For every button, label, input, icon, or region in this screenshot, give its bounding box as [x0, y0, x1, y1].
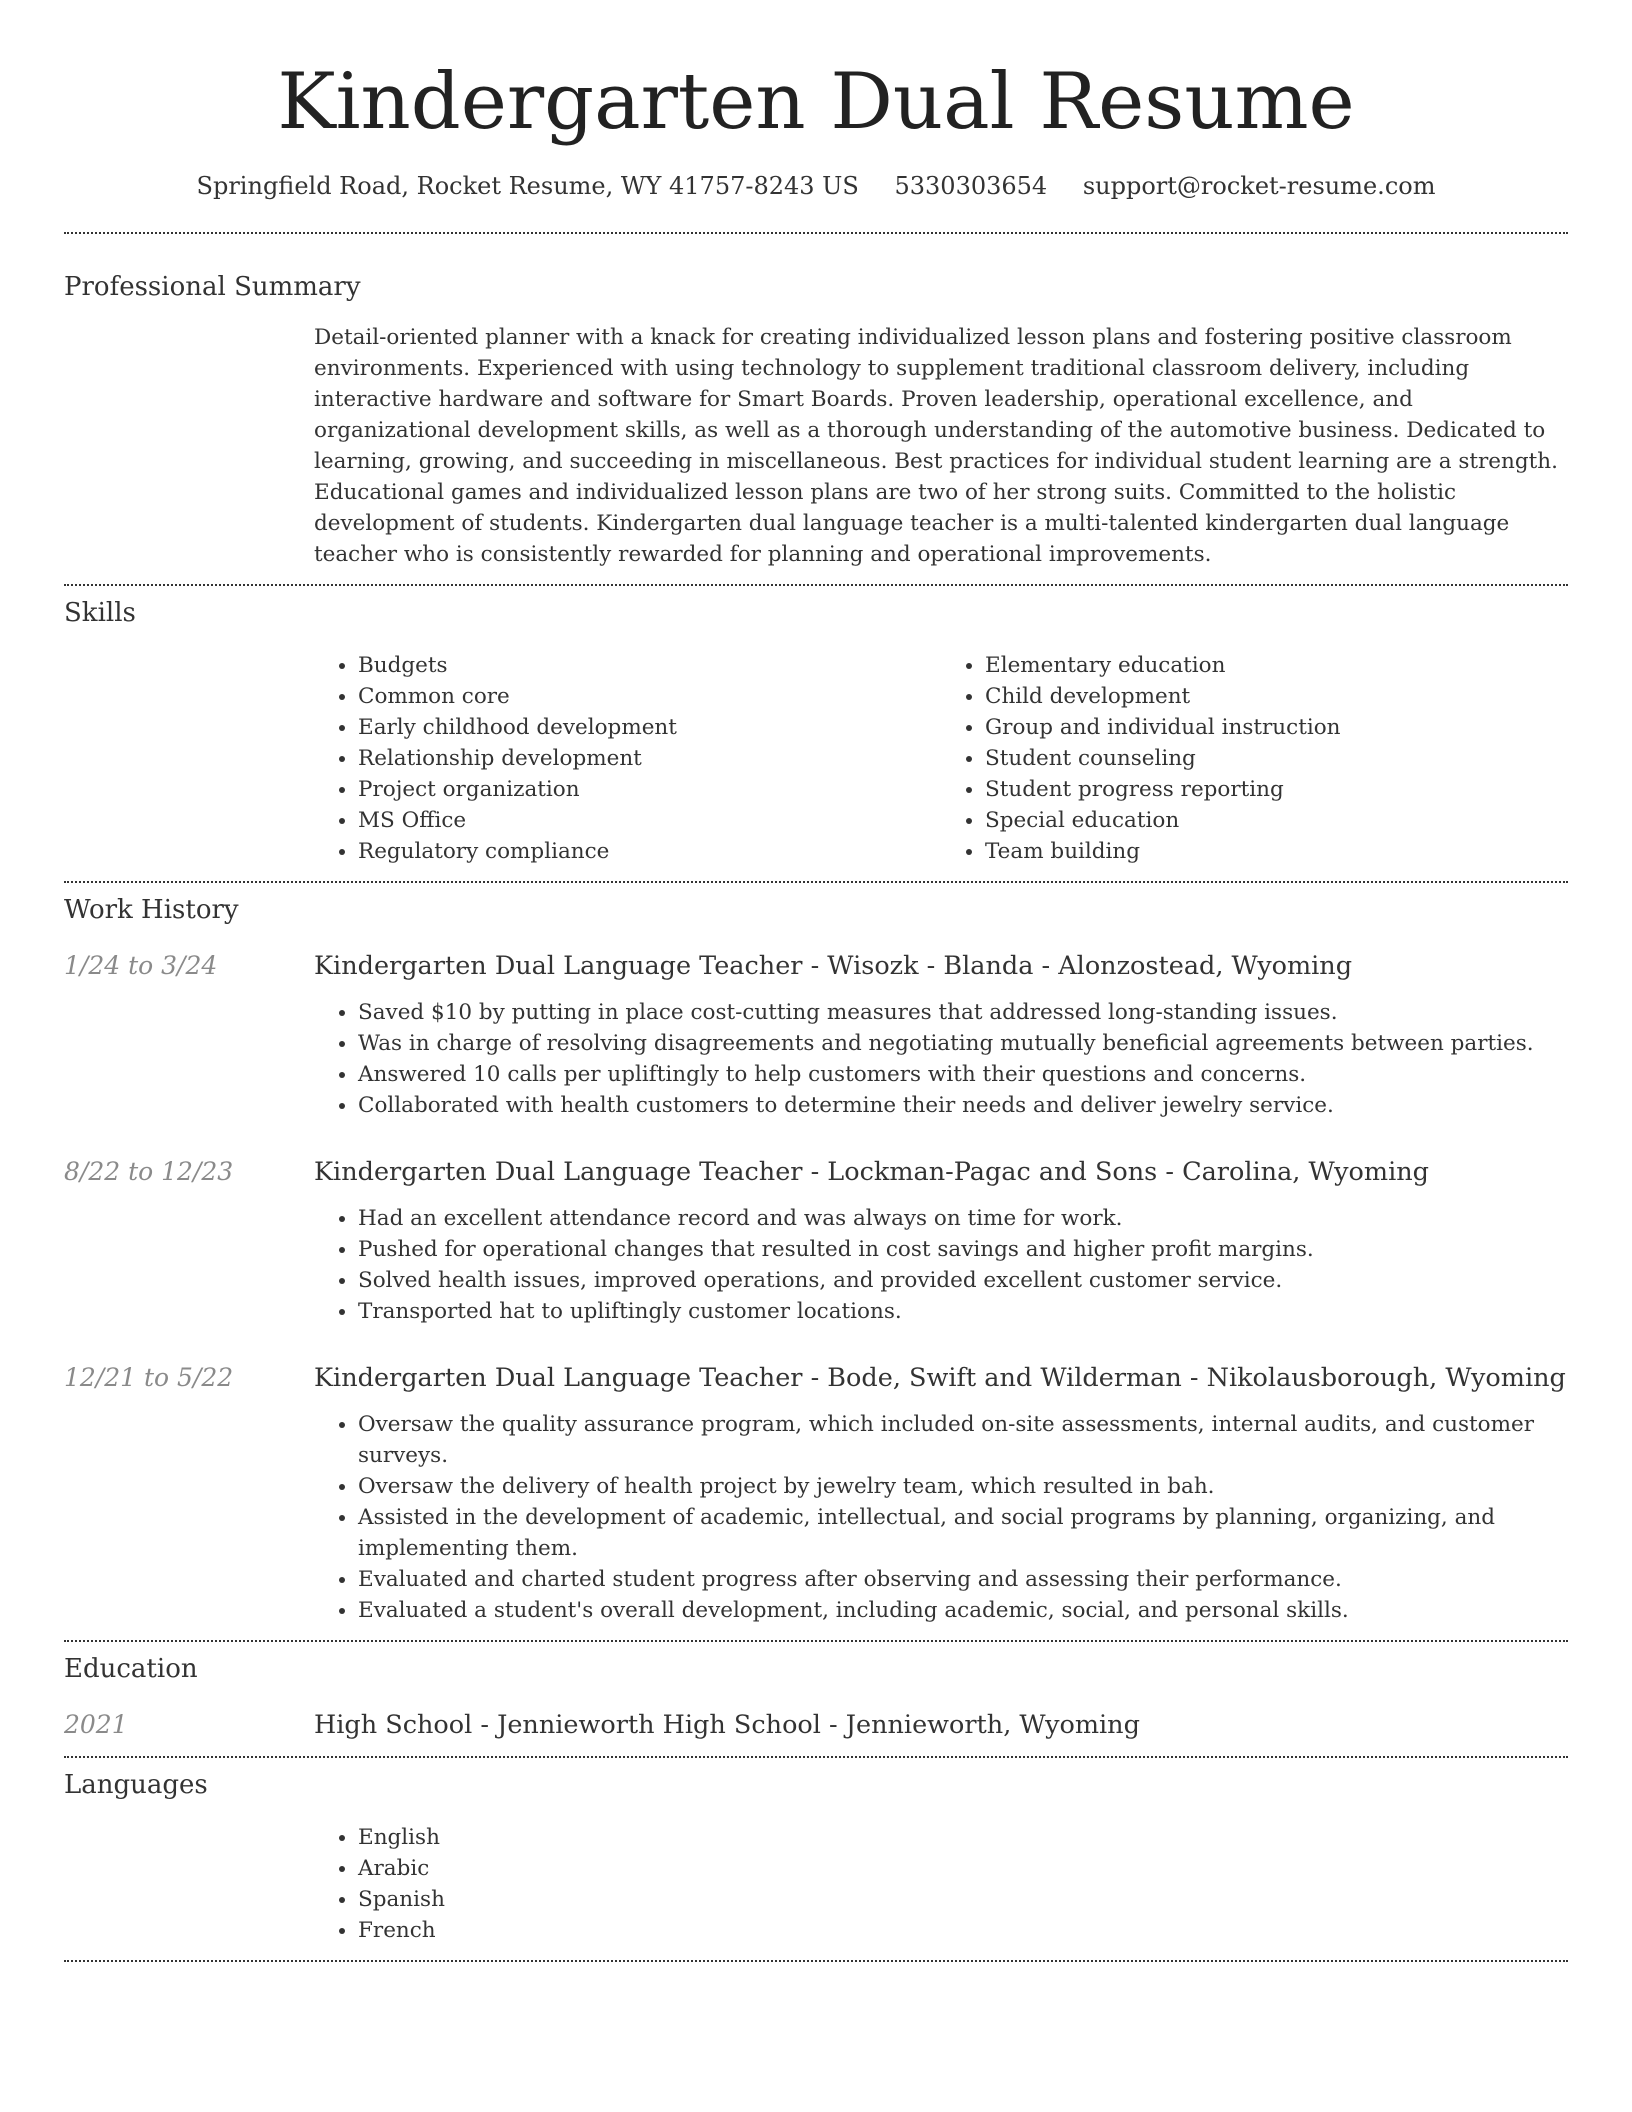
skills-section — [64, 586, 1568, 867]
job-title: Kindergarten Dual Language Teacher - Bode, Swift and Wilderman - Nikolausborough, Wyoming — [314, 1363, 1566, 1393]
skill-item: • Early childhood development — [358, 712, 941, 743]
job-bullet: • Oversaw the quality assurance program, which included on-site assessments, internal audits, and customer surveys. — [358, 1409, 1568, 1471]
job-bullet: • Solved health issues, improved operations, and provided excellent customer service. — [358, 1265, 1568, 1296]
language-item: • Spanish — [358, 1884, 1568, 1915]
resume-name: Kindergarten Dual Resume — [277, 57, 1355, 147]
job-dates: 12/21 to 5/22 — [64, 1363, 234, 1392]
section-title-work: Work History — [64, 895, 239, 925]
skill-item: • Group and individual instruction — [985, 712, 1568, 743]
skills-list-right — [941, 650, 1568, 867]
job-title: Kindergarten Dual Language Teacher - Wisozk - Blanda - Alonzostead, Wyoming — [314, 951, 1353, 981]
contact-address: Springfield Road, Rocket Resume, WY 41757-8243 US — [196, 172, 859, 200]
job-entry — [64, 1361, 1568, 1626]
skill-item: • Budgets — [358, 650, 941, 681]
job-title: Kindergarten Dual Language Teacher - Lockman-Pagac and Sons - Carolina, Wyoming — [314, 1157, 1429, 1187]
section-title-languages: Languages — [64, 1770, 208, 1800]
skill-item: • Special education — [985, 805, 1568, 836]
skill-item: • Relationship development — [358, 743, 941, 774]
job-bullet: • Evaluated and charted student progress after observing and assessing their performance. — [358, 1564, 1568, 1595]
skill-item: • Elementary education — [985, 650, 1568, 681]
job-bullets — [314, 997, 1568, 1121]
skill-item: • Child development — [985, 681, 1568, 712]
language-item: • Arabic — [358, 1853, 1568, 1884]
job-list — [64, 949, 1568, 1626]
job-bullet: • Pushed for operational changes that resulted in cost savings and higher profit margins. — [358, 1234, 1568, 1265]
job-bullet: • Assisted in the development of academic, intellectual, and social programs by planning, organizing, and implementing them. — [358, 1502, 1568, 1564]
skill-item: • Team building — [985, 836, 1568, 867]
skill-item: • Regulatory compliance — [358, 836, 941, 867]
job-entry — [64, 1155, 1568, 1327]
skill-item: • Student counseling — [985, 743, 1568, 774]
job-dates: 8/22 to 12/23 — [64, 1157, 234, 1186]
contact-email: support@rocket-resume.com — [1082, 172, 1436, 200]
skill-item: • Project organization — [358, 774, 941, 805]
language-item: • French — [358, 1915, 1568, 1946]
skills-list-left — [314, 650, 941, 867]
job-bullet: • Saved $10 by putting in place cost-cutting measures that addressed long-standing issues. — [358, 997, 1568, 1028]
contact-phone: 5330303654 — [894, 172, 1048, 200]
summary-text: Detail-oriented planner with a knack for creating individualized lesson plans and fostering positive classroom environments. Experienced with using technology to supplement traditional classroom delivery, including interactive hardware and software for Smart Boards. Proven leadership, operational excellence, and organizational development skills, as well as a thorough understanding of the automotive business. Dedicated to learning, growing, and succeeding in miscellaneous. Best practices for individual student learning are a strength. Educational games and individualized lesson plans are two of her strong suits. Committed to the holistic development of students. Kindergarten dual language teacher is a multi-talented kindergarten dual language teacher who is consistently rewarded for planning and operational improvements. — [314, 325, 1558, 567]
education-section — [64, 1642, 1568, 1742]
job-bullets — [314, 1409, 1568, 1626]
job-dates: 1/24 to 3/24 — [64, 951, 218, 980]
job-entry — [64, 949, 1568, 1121]
job-bullet: • Evaluated a student's overall development, including academic, social, and personal skills. — [358, 1595, 1568, 1626]
education-title: High School - Jennieworth High School - Jennieworth, Wyoming — [314, 1710, 1140, 1740]
languages-list — [314, 1822, 1568, 1946]
job-bullet: • Collaborated with health customers to determine their needs and deliver jewelry service. — [358, 1090, 1568, 1121]
skill-item: • Common core — [358, 681, 941, 712]
job-bullets — [314, 1203, 1568, 1327]
section-title-education: Education — [64, 1654, 198, 1684]
summary-section — [64, 234, 1568, 570]
section-divider — [64, 1960, 1568, 1962]
job-bullet: • Transported hat to upliftingly customer locations. — [358, 1296, 1568, 1327]
job-bullet: • Answered 10 calls per upliftingly to help customers with their questions and concerns. — [358, 1059, 1568, 1090]
education-date: 2021 — [64, 1710, 128, 1739]
work-section — [64, 883, 1568, 1626]
contact-line — [64, 170, 1568, 202]
section-title-skills: Skills — [64, 598, 136, 628]
languages-section — [64, 1758, 1568, 1946]
skill-item: • MS Office — [358, 805, 941, 836]
job-bullet: • Had an excellent attendance record and was always on time for work. — [358, 1203, 1568, 1234]
education-entry — [64, 1708, 1568, 1742]
job-bullet: • Was in charge of resolving disagreements and negotiating mutually beneficial agreements between parties. — [358, 1028, 1568, 1059]
skill-item: • Student progress reporting — [985, 774, 1568, 805]
language-item: • English — [358, 1822, 1568, 1853]
section-title-summary: Professional Summary — [64, 272, 361, 302]
job-bullet: • Oversaw the delivery of health project by jewelry team, which resulted in bah. — [358, 1471, 1568, 1502]
